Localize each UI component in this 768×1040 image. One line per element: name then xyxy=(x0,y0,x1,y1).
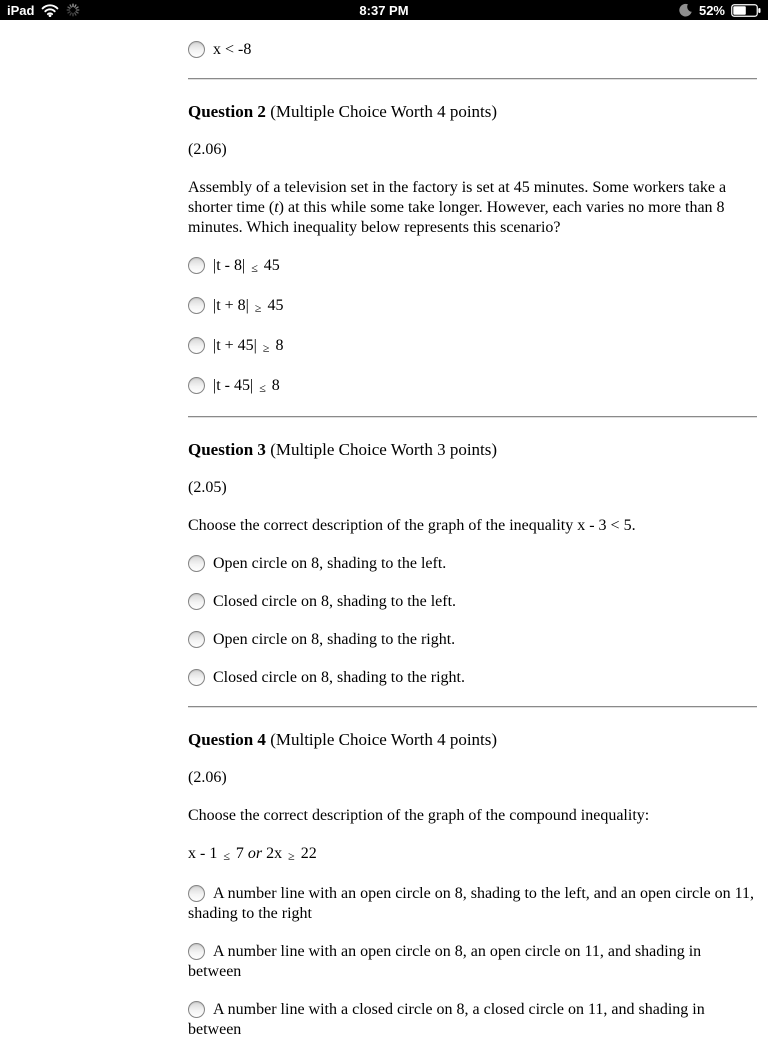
question-3-section xyxy=(188,440,757,688)
compound-inequality: x - 1 ≤ 7 or 2x ≥ 22 xyxy=(188,845,317,863)
status-bar-right xyxy=(678,3,761,18)
quiz-content xyxy=(0,20,768,1040)
network-activity-spinner-icon xyxy=(66,3,80,17)
answer-option-row xyxy=(188,1000,757,1040)
answer-option-row xyxy=(188,592,757,612)
answer-option-label: A number line with an open circle on 8, an open circle on 11, and shading in between xyxy=(188,943,702,980)
status-bar xyxy=(0,0,768,20)
radio-button[interactable] xyxy=(188,257,205,274)
answer-option-row xyxy=(188,554,757,574)
question-prompt: Choose the correct description of the graph of the compound inequality: xyxy=(188,807,650,824)
lesson-reference: (2.05) xyxy=(188,479,227,496)
answer-option-row xyxy=(188,942,757,982)
question-points-label: (Multiple Choice Worth 3 points) xyxy=(265,440,498,459)
answer-option-row xyxy=(188,40,757,60)
radio-button[interactable] xyxy=(188,885,205,902)
radio-button[interactable] xyxy=(188,41,205,58)
question-2-section xyxy=(188,102,757,398)
question-prompt: Choose the correct description of the graph of the inequality x - 3 < 5. xyxy=(188,517,636,534)
question-number: Question 3 xyxy=(188,440,266,459)
answer-option-label: Open circle on 8, shading to the right. xyxy=(213,631,456,648)
answer-option-row xyxy=(188,376,757,398)
answer-option-label: |t + 8| ≥ 45 xyxy=(213,297,284,315)
question-prompt: Assembly of a television set in the factory is set at 45 minutes. Some workers take a shorter time (t) at this while some take longer. However, each varies no more than 8 minutes. Which inequality below represents this scenario? xyxy=(188,179,727,236)
answer-option-label: Closed circle on 8, shading to the right. xyxy=(213,669,465,686)
answer-option-label: Open circle on 8, shading to the left. xyxy=(213,555,447,572)
answer-option-row xyxy=(188,336,757,358)
answer-option-row xyxy=(188,256,757,278)
question-4-section xyxy=(188,730,757,1040)
status-time: 8:37 PM xyxy=(359,2,409,18)
question-divider xyxy=(188,706,757,708)
answer-option-label: x < -8 xyxy=(213,41,252,58)
question-points-label: (Multiple Choice Worth 4 points) xyxy=(265,102,498,121)
radio-button[interactable] xyxy=(188,631,205,648)
answer-option-row xyxy=(188,630,757,650)
question-heading xyxy=(188,440,757,460)
radio-button[interactable] xyxy=(188,593,205,610)
answer-option-label: A number line with an open circle on 8, shading to the left, and an open circle on 11, shading to the right xyxy=(188,885,755,922)
device-label: iPad xyxy=(7,2,35,18)
question-heading xyxy=(188,730,757,750)
battery-percent: 52% xyxy=(698,2,725,18)
radio-button[interactable] xyxy=(188,377,205,394)
radio-button[interactable] xyxy=(188,669,205,686)
radio-button[interactable] xyxy=(188,1001,205,1018)
lesson-reference: (2.06) xyxy=(188,769,227,786)
radio-button[interactable] xyxy=(188,943,205,960)
answer-option-row xyxy=(188,296,757,318)
radio-button[interactable] xyxy=(188,555,205,572)
question-divider xyxy=(188,416,757,418)
status-bar-left xyxy=(7,3,80,18)
answer-option-row xyxy=(188,668,757,688)
answer-option-label: A number line with a closed circle on 8, a closed circle on 11, and shading in between xyxy=(188,1001,705,1038)
lesson-reference: (2.06) xyxy=(188,141,227,158)
answer-option-label: Closed circle on 8, shading to the left. xyxy=(213,593,457,610)
status-bar-center xyxy=(0,0,768,20)
answer-option-label: |t + 45| ≥ 8 xyxy=(213,337,284,355)
answer-option-label: |t - 8| ≤ 45 xyxy=(213,257,280,275)
answer-option-row xyxy=(188,884,757,924)
question-heading xyxy=(188,102,757,122)
question-number: Question 4 xyxy=(188,730,266,749)
question-number: Question 2 xyxy=(188,102,266,121)
battery-icon xyxy=(731,4,761,17)
radio-button[interactable] xyxy=(188,297,205,314)
question-points-label: (Multiple Choice Worth 4 points) xyxy=(265,730,498,749)
answer-option-label: |t - 45| ≤ 8 xyxy=(213,377,280,395)
wifi-icon xyxy=(41,4,59,17)
radio-button[interactable] xyxy=(188,337,205,354)
do-not-disturb-moon-icon xyxy=(678,3,693,18)
question-divider xyxy=(188,78,757,80)
